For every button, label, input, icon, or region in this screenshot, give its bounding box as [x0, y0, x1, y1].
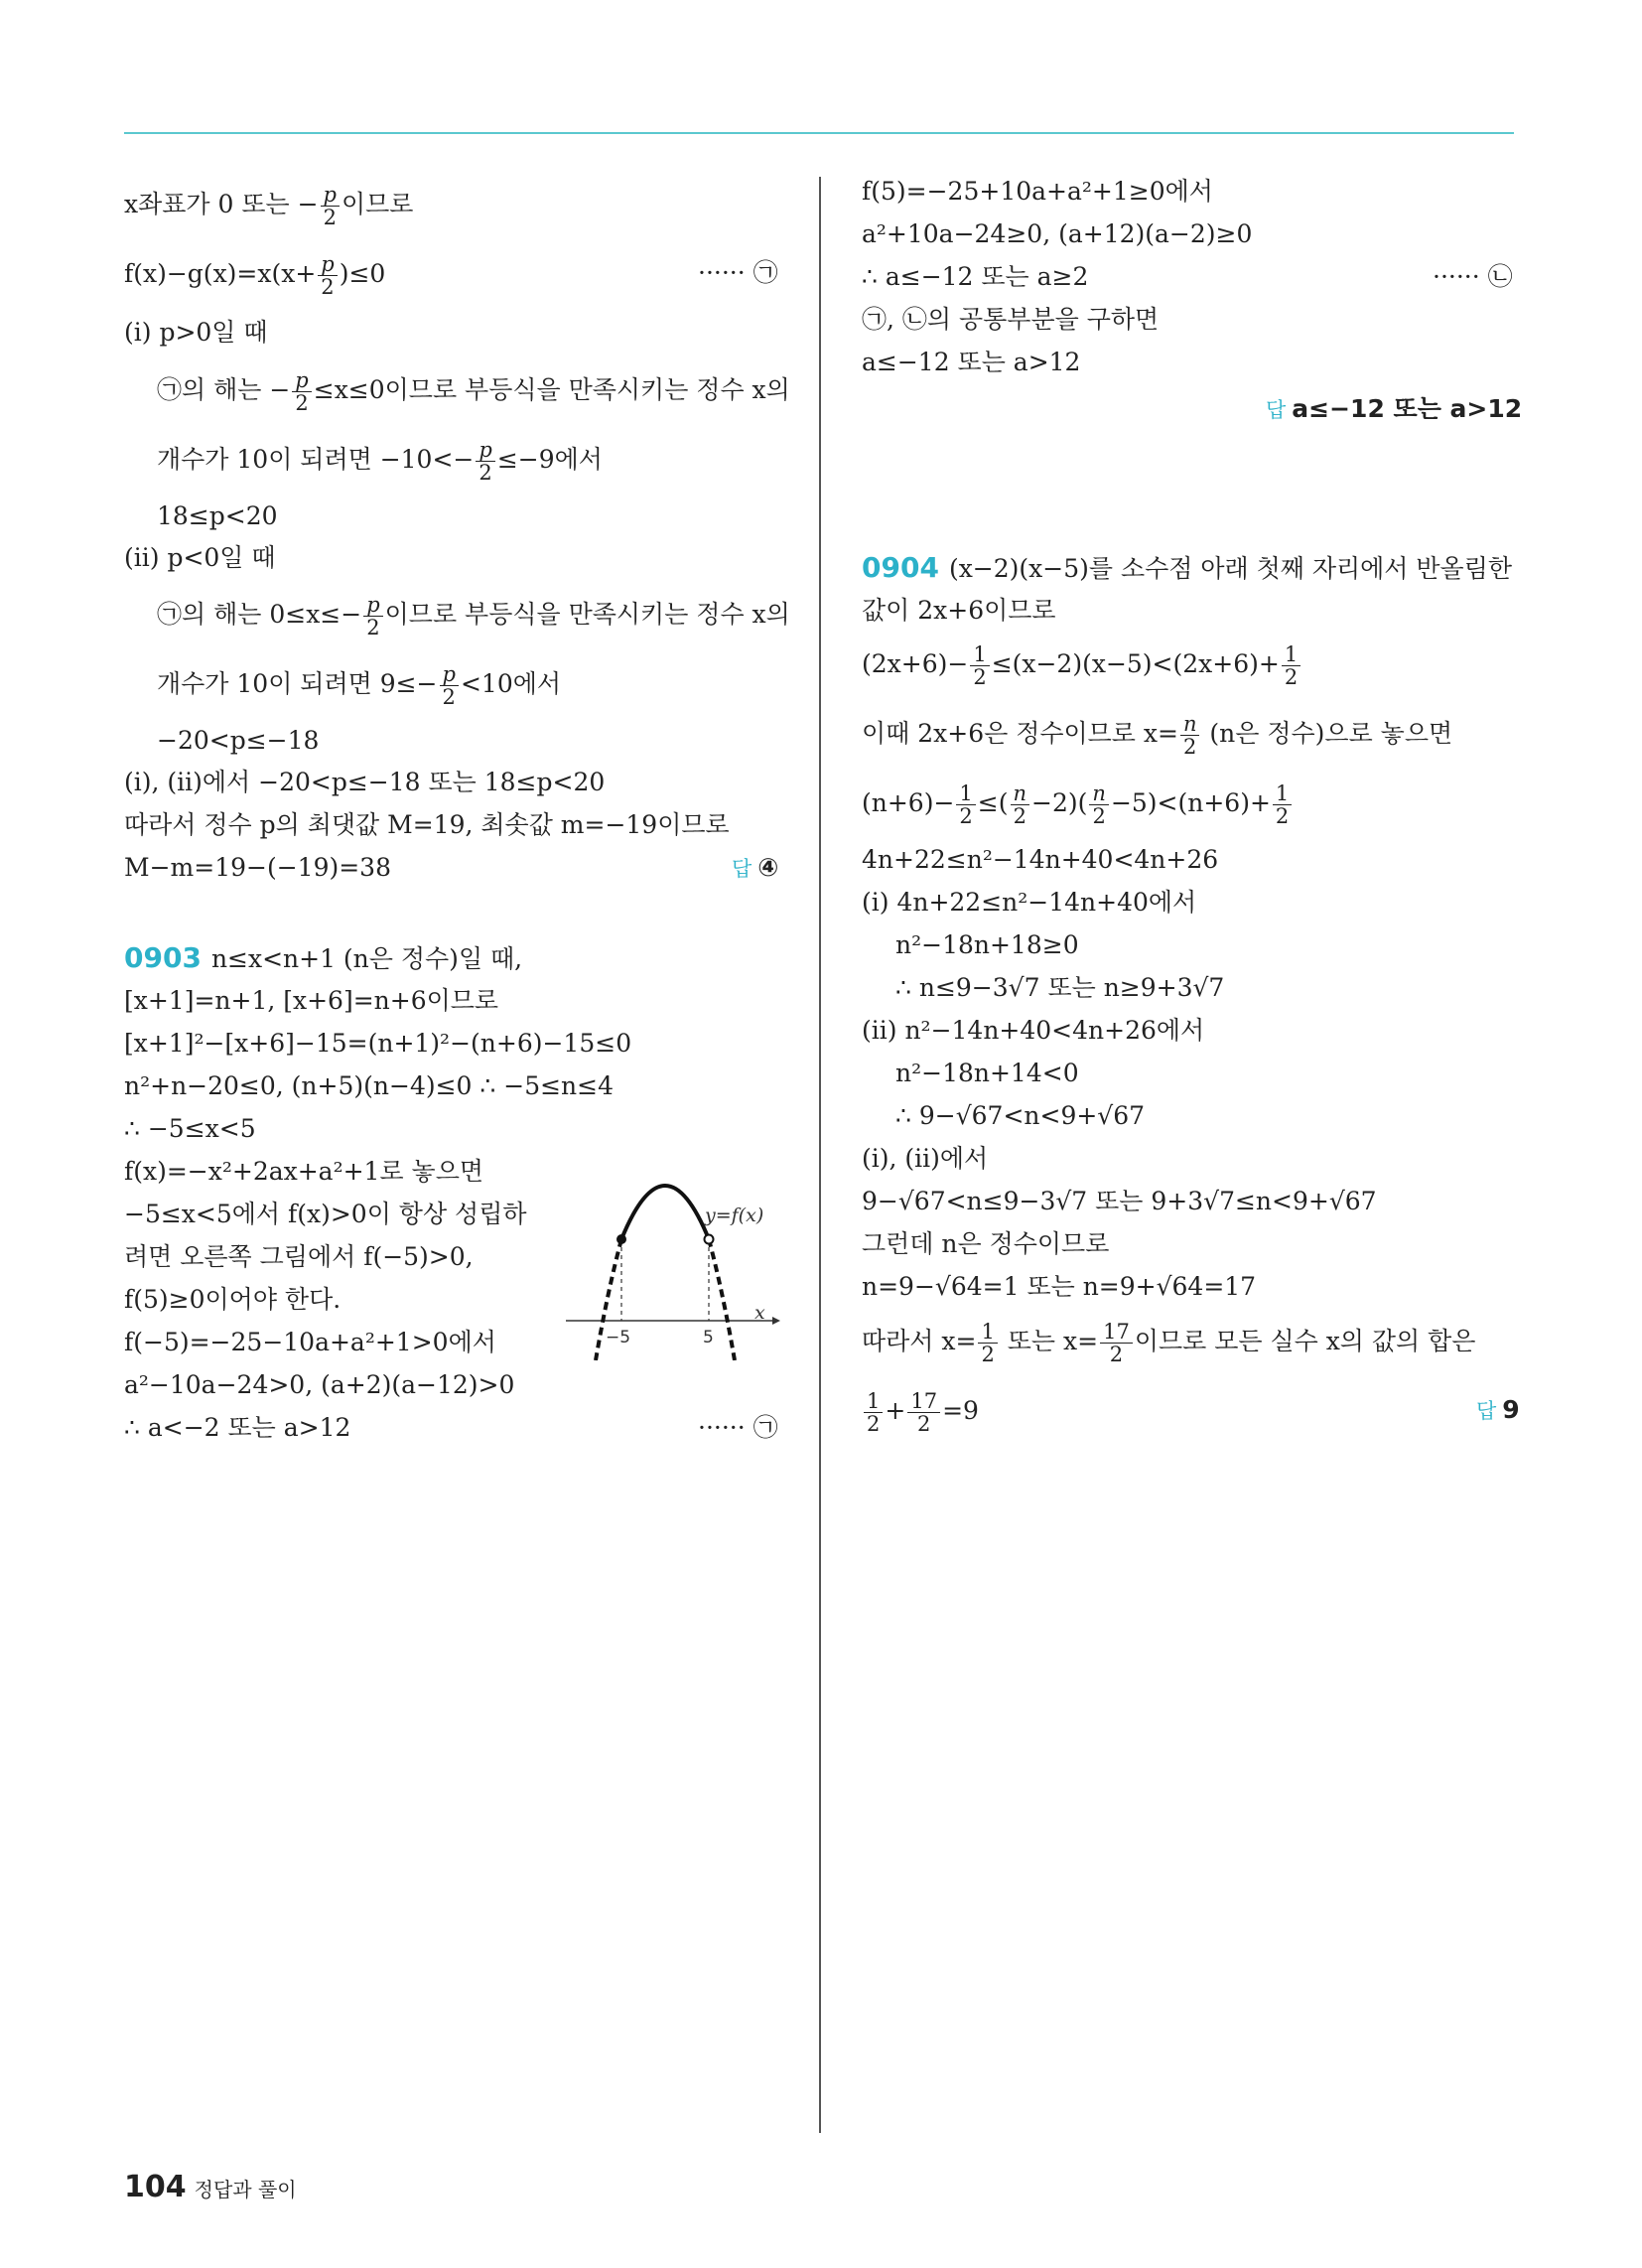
fraction: $\frac{n}{2}$ — [1011, 782, 1030, 827]
fraction: $\frac{1}{2}$ — [1282, 643, 1300, 688]
problem-number: 0904 — [862, 551, 939, 584]
fraction: $\frac{1}{2}$ — [970, 643, 989, 688]
fraction: $\frac{1}{2}$ — [978, 1321, 997, 1365]
text-line: f(−5)=−25−10a+a²+1>0에서 — [124, 1328, 496, 1356]
parabola-solid — [621, 1186, 709, 1239]
fraction: $\frac{p}{2}$ — [292, 369, 311, 414]
graph-tick-minus5: −5 — [606, 1328, 631, 1347]
answer: 답 ④ — [732, 853, 779, 882]
text-line: 9−√67<n≤9−3√7 또는 9+3√7≤n<9+√67 — [862, 1187, 1377, 1215]
fraction: $\frac{p}{2}$ — [318, 253, 337, 298]
problem-0903-line: 0903 n≤x<n+1 (n은 정수)일 때, — [124, 941, 523, 974]
text-line: f(x)=−x²+2ax+a²+1로 놓으면 — [124, 1157, 484, 1186]
text-line: 따라서 정수 p의 최댓값 M=19, 최솟값 m=−19이므로 — [124, 810, 730, 839]
text-line: 그런데 n은 정수이므로 — [862, 1229, 1110, 1258]
text-line: ∴ a≤−12 또는 a≥2 — [862, 262, 1089, 291]
answer: 답 a≤−12 또는 a>12 — [1266, 394, 1523, 423]
text-line: M−m=19−(−19)=38 — [124, 853, 391, 882]
text-line: [x+1]²−[x+6]−15=(n+1)²−(n+6)−15≤0 — [124, 1029, 632, 1058]
fraction: $\frac{1}{2}$ — [956, 782, 975, 827]
fraction: $\frac{p}{2}$ — [321, 184, 340, 228]
equation-marker: ······ ㉠ — [698, 1413, 778, 1442]
text-line: (i) 4n+22≤n²−14n+40에서 — [862, 888, 1197, 917]
text-line: a≤−12 또는 a>12 — [862, 348, 1081, 376]
text-line: f(5)≥0이어야 한다. — [124, 1285, 342, 1314]
text-line: (ii) p<0일 때 — [124, 543, 276, 572]
text-line: −5≤x<5에서 f(x)>0이 항상 성립하 — [124, 1200, 527, 1228]
text-line: f(5)=−25+10a+a²+1≥0에서 — [862, 177, 1213, 206]
text-line: n²−18n+14<0 — [895, 1059, 1079, 1087]
fraction: $\frac{17}{2}$ — [1100, 1321, 1133, 1365]
text-line: 따라서 x= $\frac{1}{2}$ 또는 x= $\frac{17}{2}$ 이므로 모든 실수 x의 값의 합은 — [862, 1320, 1476, 1366]
text-line: a²−10a−24>0, (a+2)(a−12)>0 — [124, 1370, 515, 1399]
equation-marker: ······ ㉠ — [698, 258, 778, 287]
graph-x-label: x — [754, 1302, 765, 1324]
answer: 답 9 — [1476, 1395, 1520, 1424]
equation-marker: ······ ㉡ — [1433, 262, 1513, 291]
page-footer — [124, 2170, 297, 2204]
text-line: n²−18n+18≥0 — [895, 930, 1079, 959]
text-line: 값이 2x+6이므로 — [862, 596, 1056, 625]
text-line: 4n+22≤n²−14n+40<4n+26 — [862, 845, 1219, 874]
fraction: $\frac{1}{2}$ — [864, 1390, 883, 1435]
text-line: (i) p>0일 때 — [124, 318, 268, 347]
open-point — [705, 1235, 714, 1244]
text-line: (n+6)− $\frac{1}{2}$ ≤( $\frac{n}{2}$ −2)( $\frac{n}{2}$ −5)<(n+6)+ $\frac{1}{2}$ — [862, 782, 1294, 827]
text-line: ∴ a<−2 또는 a>12 — [124, 1413, 351, 1442]
text-line: x좌표가 0 또는 − $\frac{p}{2}$ 이므로 — [124, 183, 414, 229]
text-line: ㉠의 해는 0≤x≤− $\frac{p}{2}$ 이므로 부등식을 만족시키는 정수 x의 — [157, 593, 790, 639]
text-line: 려면 오른쪽 그림에서 f(−5)>0, — [124, 1242, 474, 1271]
text-line: (2x+6)− $\frac{1}{2}$ ≤(x−2)(x−5)<(2x+6)+ $\frac{1}{2}$ — [862, 643, 1302, 688]
text-line: a²+10a−24≥0, (a+12)(a−2)≥0 — [862, 219, 1253, 248]
text-line: n=9−√64=1 또는 n=9+√64=17 — [862, 1272, 1257, 1301]
text-line: [x+1]=n+1, [x+6]=n+6이므로 — [124, 986, 499, 1015]
fraction: $\frac{1}{2}$ — [1273, 782, 1292, 827]
text-line: 개수가 10이 되려면 −10<− $\frac{p}{2}$ ≤−9에서 — [157, 438, 603, 485]
text-line: ∴ 9−√67<n<9+√67 — [895, 1101, 1146, 1130]
fraction: $\frac{p}{2}$ — [363, 594, 382, 638]
text-line: $\frac{1}{2}$ + $\frac{17}{2}$ =9 — [862, 1390, 979, 1435]
fraction: $\frac{n}{2}$ — [1180, 713, 1200, 758]
top-rule — [124, 132, 1514, 134]
text-line: −20<p≤−18 — [157, 726, 320, 755]
text-line: ㉠의 해는 − $\frac{p}{2}$ ≤x≤0이므로 부등식을 만족시키는 정수 x의 — [157, 368, 790, 415]
closed-point — [616, 1234, 626, 1244]
fraction: $\frac{p}{2}$ — [440, 663, 459, 708]
text-line: (i), (ii)에서 — [862, 1144, 989, 1173]
text-line: 18≤p<20 — [157, 501, 278, 530]
page-number: 104 — [124, 2170, 187, 2204]
text-line: (i), (ii)에서 −20<p≤−18 또는 18≤p<20 — [124, 768, 606, 796]
text-line: ㉠, ㉡의 공통부분을 구하면 — [862, 305, 1160, 334]
text-line: 이때 2x+6은 정수이므로 x= $\frac{n}{2}$ (n은 정수)으로 놓으면 — [862, 712, 1453, 759]
graph-function-label: y=f(x) — [705, 1205, 764, 1226]
text-line: (ii) n²−14n+40<4n+26에서 — [862, 1016, 1205, 1045]
x-axis-arrow — [772, 1317, 780, 1325]
text-line: 개수가 10이 되려면 9≤− $\frac{p}{2}$ <10에서 — [157, 662, 562, 709]
page-label: 정답과 풀이 — [194, 2178, 297, 2201]
text-line: ∴ −5≤x<5 — [124, 1114, 256, 1143]
fraction: $\frac{n}{2}$ — [1089, 782, 1109, 827]
column-divider — [819, 177, 821, 2133]
problem-0904-line: 0904 (x−2)(x−5)를 소수점 아래 첫째 자리에서 반올림한 — [862, 551, 1512, 584]
text-line: f(x)−g(x)=x(x+ $\frac{p}{2}$ )≤0 — [124, 252, 386, 299]
graph-tick-5: 5 — [703, 1328, 714, 1347]
problem-number: 0903 — [124, 941, 202, 974]
text-line: n²+n−20≤0, (n+5)(n−4)≤0 ∴ −5≤n≤4 — [124, 1071, 615, 1100]
text-line: ∴ n≤9−3√7 또는 n≥9+3√7 — [895, 973, 1225, 1002]
fraction: $\frac{17}{2}$ — [907, 1390, 940, 1435]
parabola-graph — [556, 1182, 794, 1360]
fraction: $\frac{p}{2}$ — [476, 439, 494, 484]
